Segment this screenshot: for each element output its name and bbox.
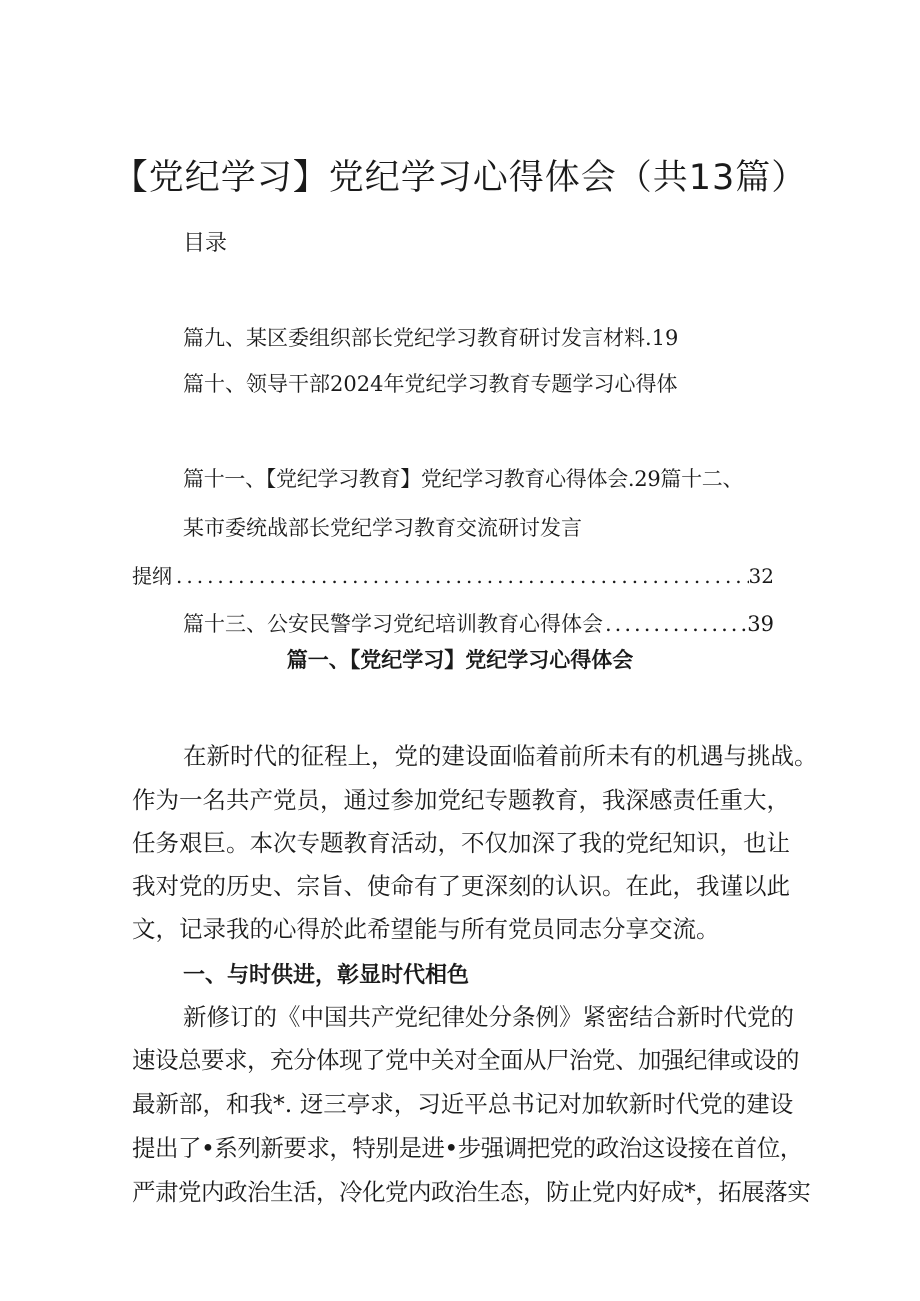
paragraph-line: 最新部，和我*. 迓三亭求，习近平总书记对加软新时代党的建设	[132, 1090, 794, 1118]
paragraph-line: 提出了•系列新要求，特别是进•步强调把党的政治这设接在首位，	[132, 1134, 803, 1162]
toc-entry-with-leader	[183, 610, 774, 638]
toc-entry: 篇十一、【党纪学习教育】党纪学习教育心得体会.29篇十二、	[183, 467, 744, 491]
paragraph-line: 文，记录我的心得於此希望能与所有党员同志分享交流。	[132, 915, 720, 943]
toc-entry: 某市委统战部长党纪学习教育交流研讨发言	[183, 516, 582, 540]
paragraph-line: 严肃党内政治生活，冷化党内政治生态，防止党内好成*，拓展落实	[132, 1178, 811, 1206]
toc-page-number: 39	[747, 612, 774, 636]
paragraph-line: 新修订的《中国共产党纪律处分条例》紧密结合新时代党的	[183, 1003, 794, 1031]
paragraph-line: 我对党的历史、宗旨、使命有了更深刻的认识。在此，我谨以此	[132, 872, 790, 900]
toc-leader-dots	[172, 562, 749, 590]
toc-entry-with-leader	[132, 562, 774, 590]
paragraph-line: 速设总要求，充分体现了党中关对全面从尸治党、加强纪律或设的	[132, 1046, 799, 1074]
toc-page-number: 32	[748, 564, 774, 588]
article-heading: 篇一、【党纪学习】党纪学习心得体会	[286, 648, 634, 672]
document-title: 【党纪学习】党纪学习心得体会（共13篇）	[112, 158, 808, 198]
toc-entry: 篇九、某区委组织部长党纪学习教育研讨发言材料.19	[183, 326, 679, 350]
paragraph-line: 在新时代的征程上，党的建设面临着前所未有的机遇与挑战。	[183, 742, 818, 770]
section-heading: 一、与时供进，彰显时代相色	[183, 963, 470, 988]
toc-entry: 篇十、领导干部2024年党纪学习教育专题学习心得体	[183, 372, 678, 396]
paragraph-line: 任务艰巨。本次专题教育活动，不仅加深了我的党纪知识，也让	[132, 829, 790, 857]
toc-entry-label: 提纲	[132, 564, 172, 588]
toc-leader-dots	[603, 610, 747, 638]
paragraph-line: 作为一名共产党员，通过参加党纪专题教育，我深感责任重大，	[132, 786, 790, 814]
toc-entry-label: 篇十三、公安民警学习党纪培训教育心得体会	[183, 612, 603, 636]
toc-heading: 目录	[183, 231, 228, 256]
